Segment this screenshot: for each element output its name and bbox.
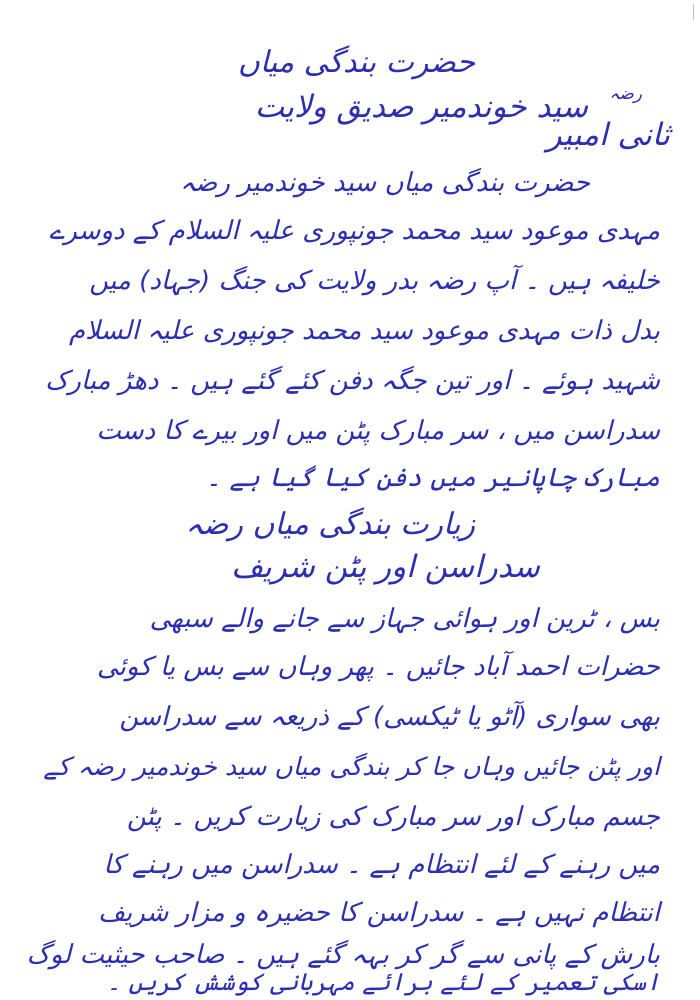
body-line-2: مہدی موعود سید محمد جونپوری علیہ السلام کے دوسرے [48, 216, 660, 246]
body-line-1: حضرت بندگی میاں سید خوندمیر رضہ [180, 168, 590, 198]
paper-edge-mark [693, 4, 694, 20]
body-line-6: سدراسن میں ، سر مبارک پٹن میں اور بیرے کا دست [96, 416, 660, 446]
subheading-line-1: زیارت بندگی میاں رضہ [185, 507, 475, 542]
body2-line-9: اسکی تعمیر کے لئے برائے مہربانی کوشش کریں ۔ [106, 968, 660, 996]
title-line-2: سید خوندمیر صدیق ولایت [254, 89, 588, 125]
title-line-1: حضرت بندگی میاں [237, 45, 475, 80]
body2-line-4: اور پٹن جائیں وہاں جا کر بندگی میاں سید خوندمیر رضہ کے [43, 752, 660, 781]
body-line-4: بدل ذات مہدی موعود سید محمد جونپوری علیہ السلام [69, 316, 660, 346]
body-line-7: مبارک چاپانیر میں دفن کیا گیا ہے ۔ [206, 463, 660, 493]
subheading-line-2: سدراسن اور پٹن شریف [231, 549, 540, 585]
title-line-3: ثانی امبیر [546, 117, 670, 153]
body2-line-1: بس ، ٹرین اور ہوائی جہاز سے جانے والے سبھی [149, 604, 660, 634]
body-line-5: شہید ہوئے ۔ اور تین جگہ دفن کئے گئے ہیں ۔ دھڑ مبارک [45, 366, 660, 396]
body2-line-6: میں رہنے کے لئے انتظام ہے ۔ سدراسن میں رہنے کا [103, 850, 660, 880]
body2-line-7: انتظام نہیں ہے ۔ سدراسن کا حضیرہ و مزار شریف [98, 898, 660, 928]
body2-line-8: بارش کے پانی سے گر کر بہہ گئے ہیں ۔ صاحب حیثیت لوگ [26, 940, 660, 970]
body2-line-2: حضرات احمد آباد جائیں ۔ پھر وہاں سے بس یا کوئی [97, 652, 660, 682]
body2-line-5: جسم مبارک اور سر مبارک کی زیارت کریں ۔ پٹن [126, 802, 660, 832]
body2-line-3: بھی سواری (آٹو یا ٹیکسی) کے ذریعہ سے سدراسن [119, 702, 660, 732]
title-superscript: رضہ [609, 84, 642, 104]
body-line-3: خلیفہ ہیں ۔ آپ رضہ بدر ولایت کی جنگ (جہاد) میں [89, 266, 660, 296]
